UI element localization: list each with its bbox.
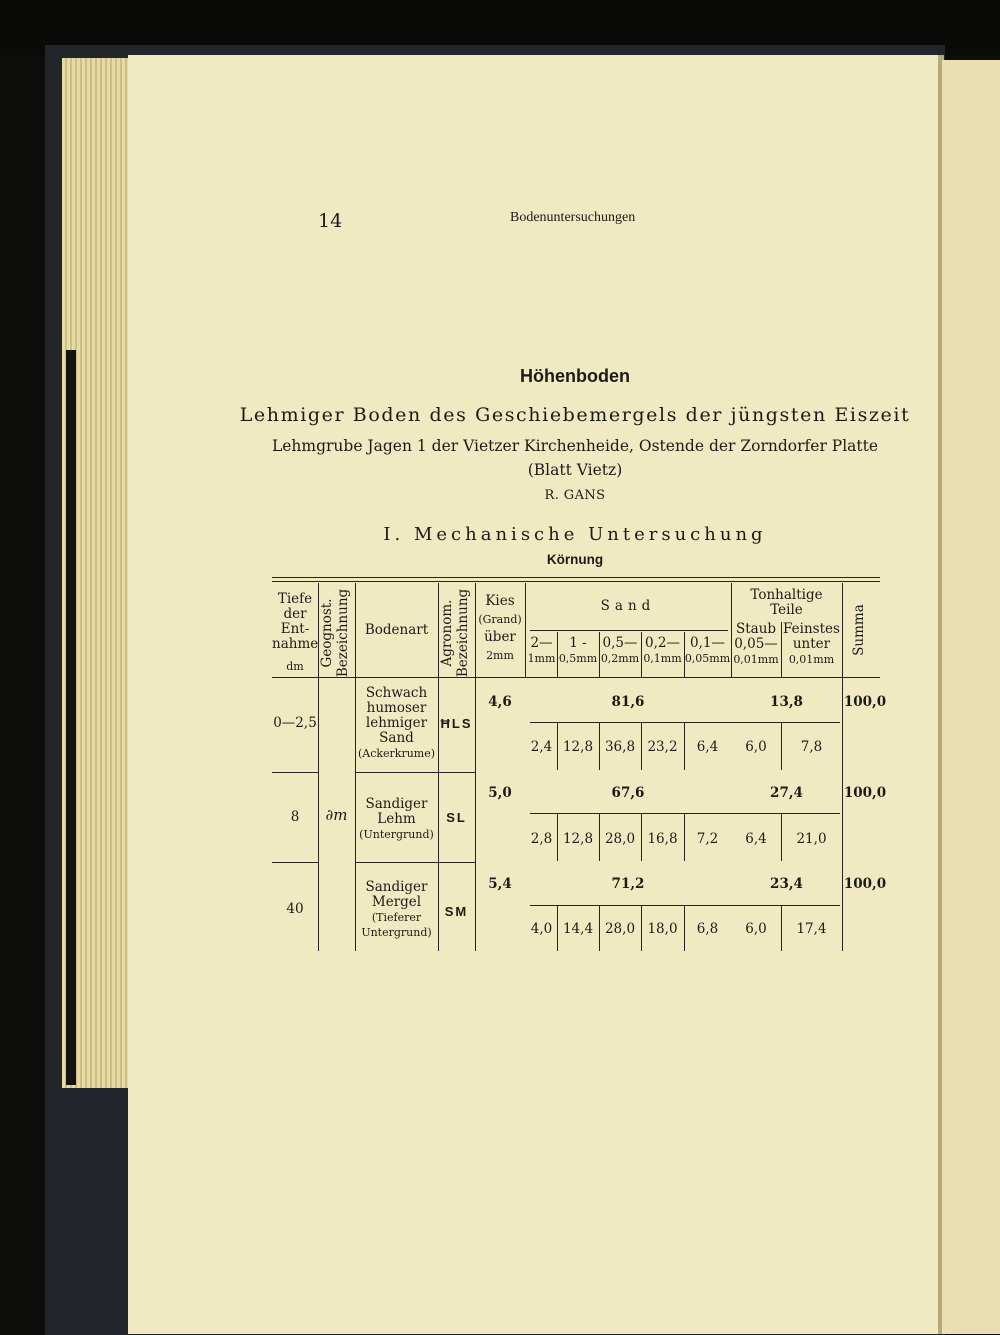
row1-sand-value: 36,8	[604, 739, 636, 755]
row-rule-2	[272, 862, 318, 863]
header-text: Kies	[485, 593, 515, 609]
header-text: 2mm	[486, 649, 514, 662]
bodenart-text: Untergrund)	[361, 926, 432, 939]
header-text: 2—	[530, 635, 553, 651]
header-text: Tiefe	[277, 591, 313, 607]
row3-sand-value: 18,0	[647, 921, 678, 937]
header-text: 1mm	[527, 652, 556, 665]
header-bodenart: Bodenart	[364, 622, 429, 638]
row1-kies: 4,6	[488, 694, 512, 710]
header-text: Agronom.	[439, 599, 455, 667]
row2-sand-value: 2,8	[530, 831, 553, 847]
row3-tiefe: 40	[286, 901, 304, 917]
row1-sand-value: 23,2	[647, 739, 678, 755]
row2-sand-value: 16,8	[647, 831, 678, 847]
row3-sand-value: 28,0	[604, 921, 636, 937]
row1-sand-value: 2,4	[530, 739, 553, 755]
page-number: 14	[318, 210, 343, 232]
row1-feinstes: 7,8	[800, 739, 823, 755]
header-text: 0,01mm	[788, 653, 835, 666]
header-text: über	[484, 629, 516, 645]
header-text: 0,1—	[690, 635, 725, 651]
bodenart-text: Sand	[379, 730, 414, 746]
row2-bodenart	[355, 797, 438, 842]
row1-staub: 6,0	[745, 739, 767, 755]
bodenart-text: Mergel	[371, 894, 422, 910]
header-text: Feinstes	[783, 621, 840, 637]
main-title: Höhenboden	[520, 366, 630, 386]
header-sand: Sand	[600, 598, 656, 614]
header-text: Bezeichnung	[335, 588, 351, 678]
header-bottom-rule	[272, 677, 880, 678]
header-text: 0,1mm	[643, 652, 682, 665]
header-text: 0,2—	[645, 635, 680, 651]
row3-sand-value: 14,4	[562, 921, 594, 937]
sand-sub-rule	[530, 630, 728, 631]
header-text: 0,5mm	[558, 652, 598, 665]
header-tiefe-unit: dm	[286, 660, 304, 673]
header-kies	[475, 594, 525, 663]
row2-agronom: SL	[446, 810, 467, 825]
bodenart-text: Sandiger	[365, 796, 428, 812]
bodenart-text: Lehm	[377, 811, 416, 827]
row3-agronom: SM	[444, 904, 469, 919]
subtitle: Lehmiger Boden des Geschiebemergels der jüngsten Eiszeit	[239, 404, 911, 426]
header-text: 0,05—	[734, 636, 778, 652]
bodenart-text: (Ackerkrume)	[357, 747, 436, 760]
header-geognost	[319, 573, 355, 693]
header-feinstes	[781, 622, 842, 667]
header-sand-sub	[684, 636, 731, 666]
row2-tiefe: 8	[290, 809, 300, 825]
row1-summa: 100,0	[843, 694, 887, 710]
header-text: 0,2mm	[600, 652, 640, 665]
bodenart-text: (Untergrund)	[359, 828, 434, 841]
row3-feinstes: 17,4	[796, 921, 827, 937]
location-line-2: (Blatt Vietz)	[527, 461, 623, 479]
header-staub	[731, 622, 781, 667]
subsection-heading: Körnung	[546, 552, 604, 567]
row-rule-1	[272, 772, 318, 773]
header-text: unter	[792, 636, 831, 652]
bodenart-text: Schwach	[365, 685, 428, 701]
row3-bodenart	[355, 880, 438, 940]
table-top-rule-2	[272, 581, 880, 582]
row3-sand-total: 71,2	[611, 876, 645, 892]
running-title: Bodenuntersuchungen	[510, 210, 636, 225]
header-text: Tonhaltige	[750, 587, 823, 603]
bodenart-text: humoser	[366, 700, 427, 716]
header-summa: Summa	[851, 604, 867, 656]
bodenart-text: Sandiger	[365, 879, 428, 895]
row1-ton-total: 13,8	[770, 694, 803, 710]
header-text: 0,5—	[602, 635, 638, 651]
bodenart-text: (Tieferer	[371, 911, 422, 924]
header-sand-sub	[525, 636, 558, 666]
header-text: Ent-	[280, 621, 310, 637]
row1-tiefe: 0—2,5	[273, 715, 317, 731]
header-agronom	[439, 573, 475, 693]
header-text: 1 -	[569, 635, 587, 651]
row2-kies: 5,0	[488, 785, 512, 801]
row1-agronom: ĦLS	[440, 716, 473, 731]
bodenart-text: lehmiger	[365, 715, 428, 731]
row3-sand-value: 6,8	[696, 921, 719, 937]
row3-ton-total: 23,4	[770, 876, 803, 892]
row2-split-rule	[530, 813, 840, 814]
row-rule-1b	[355, 772, 475, 773]
header-text: (Grand)	[478, 613, 522, 626]
header-text: Geognost.	[319, 598, 335, 668]
row2-sand-value: 12,8	[562, 831, 594, 847]
row2-sand-total: 67,6	[611, 785, 645, 801]
col-rule	[842, 583, 843, 951]
header-sand-sub	[557, 636, 599, 666]
header-sand-sub	[641, 636, 684, 666]
row3-sand-value: 4,0	[530, 921, 553, 937]
header-sand-sub	[599, 636, 641, 666]
row1-bodenart	[355, 686, 438, 761]
row3-kies: 5,4	[488, 876, 512, 892]
row2-feinstes: 21,0	[796, 831, 827, 847]
row-rule-2b	[355, 862, 475, 863]
header-text: Staub	[735, 621, 777, 637]
location-line-1: Lehmgrube Jagen 1 der Vietzer Kirchenheide, Ostende der Zorndorfer Platte	[271, 437, 879, 455]
row1-sand-total: 81,6	[611, 694, 645, 710]
row3-split-rule	[530, 905, 840, 906]
row1-sand-value: 6,4	[696, 739, 719, 755]
row2-summa: 100,0	[843, 785, 887, 801]
row2-sand-value: 7,2	[696, 831, 719, 847]
header-text: Bezeichnung	[455, 588, 471, 678]
header-text: 0,01mm	[733, 653, 779, 666]
header-text: nahme	[272, 636, 319, 652]
table-top-rule	[272, 577, 880, 578]
row2-ton-total: 27,4	[770, 785, 803, 801]
row3-staub: 6,0	[745, 921, 767, 937]
row1-split-rule	[530, 722, 840, 723]
row2-staub: 6,4	[745, 831, 767, 847]
facing-page-edge	[942, 60, 1000, 1334]
row1-sand-value: 12,8	[562, 739, 594, 755]
header-text: Teile	[770, 602, 803, 618]
geognost-value: ∂m	[325, 806, 348, 824]
header-tonhaltige	[731, 588, 842, 618]
header-text: der	[283, 606, 307, 622]
author: R. GANS	[544, 488, 606, 503]
row2-sand-value: 28,0	[604, 831, 636, 847]
header-tiefe	[272, 592, 318, 652]
section-heading: I. Mechanische Untersuchung	[383, 524, 767, 545]
row3-summa: 100,0	[843, 876, 887, 892]
header-text: 0,05mm	[684, 652, 731, 665]
